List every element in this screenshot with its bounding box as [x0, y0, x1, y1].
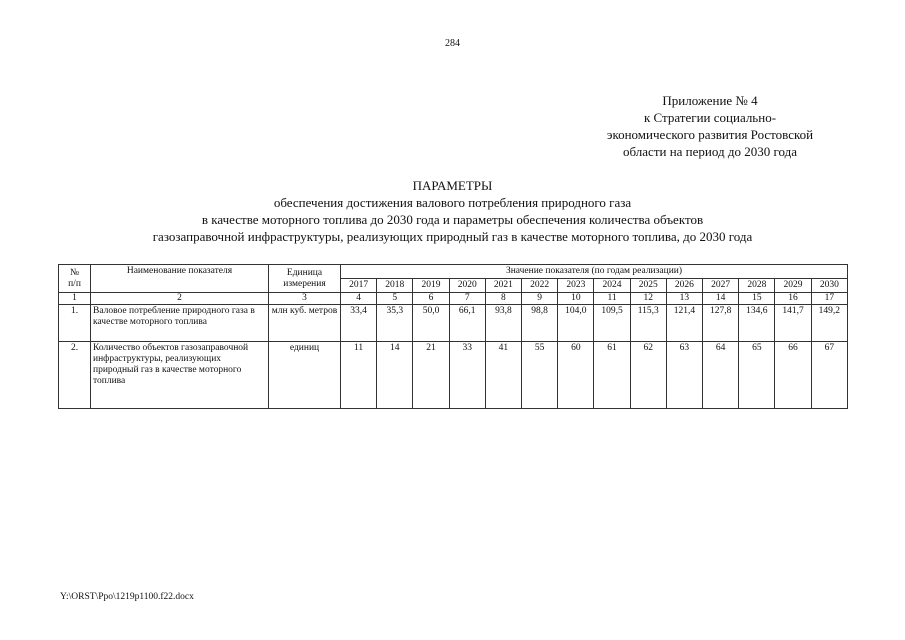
appendix-line: к Стратегии социально- [643, 110, 777, 125]
value-cell: 98,8 [522, 305, 558, 342]
column-index: 11 [594, 293, 630, 305]
column-index: 14 [703, 293, 739, 305]
value-cell: 11 [341, 342, 377, 409]
value-cell: 66,1 [449, 305, 485, 342]
column-index: 10 [558, 293, 594, 305]
appendix-line: экономического развития Ростовской [606, 127, 814, 142]
year-header: 2018 [377, 279, 413, 293]
column-index: 15 [739, 293, 775, 305]
column-index-row [59, 293, 848, 305]
value-cell: 141,7 [775, 305, 811, 342]
column-index: 5 [377, 293, 413, 305]
value-cell: 64 [703, 342, 739, 409]
year-header: 2019 [413, 279, 449, 293]
column-index: 1 [59, 293, 91, 305]
table-header-row [59, 265, 848, 279]
year-header: 2030 [811, 279, 847, 293]
column-index: 7 [449, 293, 485, 305]
value-cell: 109,5 [594, 305, 630, 342]
column-index: 16 [775, 293, 811, 305]
unit-cell: млн куб. метров [269, 305, 341, 342]
row-number: 2. [59, 342, 91, 409]
value-cell: 93,8 [485, 305, 521, 342]
header-values-group: Значение показателя (по годам реализации) [341, 265, 848, 279]
year-header: 2021 [485, 279, 521, 293]
page-number: 284 [445, 38, 460, 49]
column-index: 8 [485, 293, 521, 305]
row-number: 1. [59, 305, 91, 342]
value-cell: 104,0 [558, 305, 594, 342]
column-index: 17 [811, 293, 847, 305]
document-heading [0, 177, 905, 245]
column-index: 13 [666, 293, 702, 305]
header-unit-line: Единица [286, 267, 323, 278]
table-row [59, 305, 848, 342]
appendix-line: Приложение № 4 [662, 93, 758, 108]
value-cell: 41 [485, 342, 521, 409]
value-cell: 55 [522, 342, 558, 409]
heading-line: газозаправочной инфраструктуры, реализующих природный газ в качестве моторного топлива, до 2030 года [152, 229, 753, 244]
year-header: 2027 [703, 279, 739, 293]
value-cell: 61 [594, 342, 630, 409]
year-header: 2017 [341, 279, 377, 293]
value-cell: 50,0 [413, 305, 449, 342]
heading-line: обеспечения достижения валового потребления природного газа [273, 195, 632, 210]
value-cell: 62 [630, 342, 666, 409]
header-unit [269, 265, 341, 293]
value-cell: 121,4 [666, 305, 702, 342]
year-header: 2023 [558, 279, 594, 293]
value-cell: 65 [739, 342, 775, 409]
value-cell: 149,2 [811, 305, 847, 342]
value-cell: 67 [811, 342, 847, 409]
table-row [59, 342, 848, 409]
value-cell: 21 [413, 342, 449, 409]
year-header: 2026 [666, 279, 702, 293]
header-number [59, 265, 91, 293]
column-index: 4 [341, 293, 377, 305]
value-cell: 66 [775, 342, 811, 409]
header-indicator-name: Наименование показателя [91, 265, 269, 293]
appendix-caption [565, 92, 855, 160]
value-cell: 60 [558, 342, 594, 409]
header-number-line: № [69, 267, 80, 278]
year-header: 2024 [594, 279, 630, 293]
value-cell: 134,6 [739, 305, 775, 342]
indicator-name: Количество объектов газозаправочной инфраструктуры, реализующих природный газ в качестве моторного топлива [91, 342, 269, 409]
value-cell: 33,4 [341, 305, 377, 342]
appendix-line: области на период до 2030 года [623, 144, 797, 159]
year-header: 2020 [449, 279, 485, 293]
value-cell: 63 [666, 342, 702, 409]
year-header: 2022 [522, 279, 558, 293]
column-index: 6 [413, 293, 449, 305]
value-cell: 14 [377, 342, 413, 409]
unit-cell: единиц [269, 342, 341, 409]
value-cell: 35,3 [377, 305, 413, 342]
header-unit-line: измерения [283, 278, 326, 289]
document-title: ПАРАМЕТРЫ [412, 178, 493, 193]
column-index: 2 [91, 293, 269, 305]
file-path-footer: Y:\ORST\Ppo\1219p1100.f22.docx [60, 592, 194, 602]
header-number-line: п/п [68, 278, 81, 289]
column-index: 12 [630, 293, 666, 305]
value-cell: 115,3 [630, 305, 666, 342]
indicator-name: Валовое потребление природного газа в качестве моторного топлива [91, 305, 269, 342]
value-cell: 127,8 [703, 305, 739, 342]
column-index: 3 [269, 293, 341, 305]
heading-line: в качестве моторного топлива до 2030 года и параметры обеспечения количества объектов [201, 212, 704, 227]
value-cell: 33 [449, 342, 485, 409]
column-index: 9 [522, 293, 558, 305]
year-header: 2029 [775, 279, 811, 293]
parameters-table [58, 264, 848, 409]
year-header: 2025 [630, 279, 666, 293]
year-header: 2028 [739, 279, 775, 293]
